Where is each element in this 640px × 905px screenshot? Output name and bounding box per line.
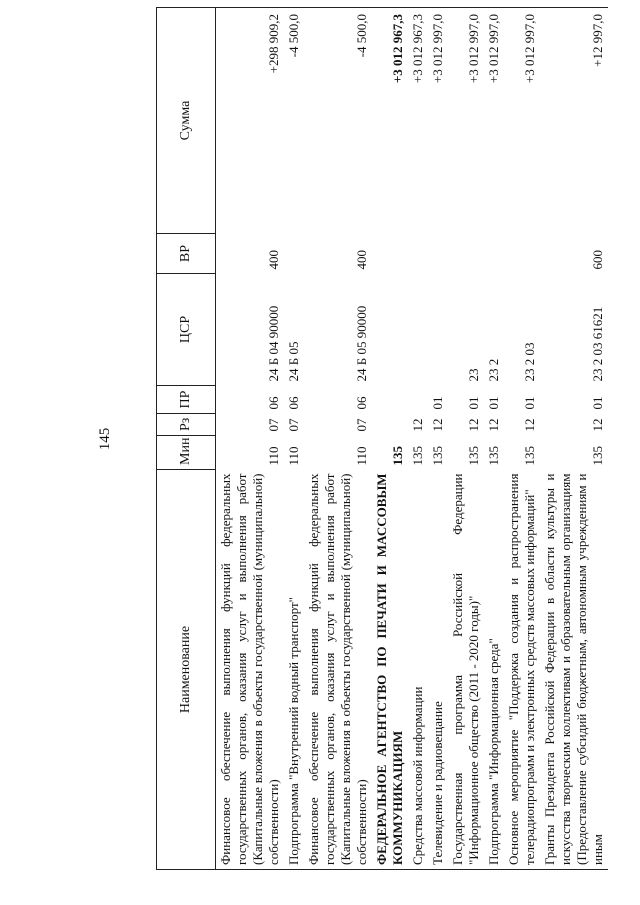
row-pr: 01 [486, 396, 501, 410]
row-sum: +3 012 967,3 [372, 8, 408, 234]
table-row [304, 8, 372, 870]
row-csr: 23 2 03 [522, 342, 537, 382]
table-row [428, 8, 448, 870]
row-sum: +3 012 997,0 [448, 8, 484, 234]
row-rz: 12 [410, 418, 425, 432]
row-sum: +3 012 997,0 [504, 8, 540, 234]
row-pr: 06 [354, 396, 369, 410]
row-name: Основное мероприятие "Поддержка создания и распространения телерадиопрограмм и электронных средств массовых информаций" [504, 470, 540, 870]
row-sum: +12 997,0 [540, 8, 608, 234]
table-row [448, 8, 484, 870]
row-sum: +3 012 967,3 [408, 8, 428, 234]
row-rz: 12 [590, 418, 605, 432]
row-rz: 07 [266, 418, 281, 432]
row-min: 135 [430, 446, 445, 466]
table-row [484, 8, 504, 870]
row-vr [284, 234, 304, 274]
budget-table [156, 7, 608, 870]
row-sum: -4 500,0 [304, 8, 372, 234]
row-min: 135 [590, 446, 605, 466]
table-row [504, 8, 540, 870]
column-header-rz: Рз [157, 414, 216, 436]
column-header-sum: Сумма [157, 8, 216, 234]
row-min: 110 [286, 446, 301, 466]
row-min: 135 [522, 446, 537, 466]
row-rz: 12 [430, 418, 445, 432]
row-csr [428, 274, 448, 386]
row-vr [484, 234, 504, 274]
row-pr: 01 [466, 396, 481, 410]
row-pr: 06 [286, 396, 301, 410]
row-rz: 07 [354, 418, 369, 432]
row-rz: 07 [286, 418, 301, 432]
row-name: Финансовое обеспечение выполнения функций федеральных государственных органов, оказания услуг и выполнения работ (Капитальные вложения в объекты государственной (муниципальной) собственности) [304, 470, 372, 870]
row-csr [372, 274, 408, 386]
document-page [90, 8, 620, 870]
row-name: Государственная программа Российской Федерации "Информационное общество (2011 - 2020 годы)" [448, 470, 484, 870]
row-csr: 23 2 03 61621 [590, 306, 605, 382]
row-sum: +3 012 997,0 [428, 8, 448, 234]
row-min: 110 [266, 446, 281, 466]
row-pr: 06 [266, 396, 281, 410]
row-name: Финансовое обеспечение выполнения функций федеральных государственных органов, оказания услуг и выполнения работ (Капитальные вложения в объекты государственной (муниципальной) собственности) [216, 470, 285, 870]
page-number: 145 [97, 427, 113, 451]
row-rz: 12 [486, 418, 501, 432]
row-name: ФЕДЕРАЛЬНОЕ АГЕНТСТВО ПО ПЕЧАТИ И МАССОВЫМ КОММУНИКАЦИЯМ [372, 470, 408, 870]
row-csr: 24 Б 05 90000 [354, 305, 369, 382]
row-min: 135 [466, 446, 481, 466]
column-header-vr: ВР [157, 234, 216, 274]
column-header-csr: ЦСР [157, 274, 216, 386]
row-name: Подпрограмма "Внутренний водный транспорт" [284, 470, 304, 870]
row-min: 135 [410, 446, 425, 466]
row-rz [372, 414, 408, 436]
row-sum: -4 500,0 [284, 8, 304, 234]
row-pr [372, 386, 408, 414]
column-header-name: Наименование [157, 470, 216, 870]
table-header-row [157, 8, 216, 870]
column-header-pr: ПР [157, 386, 216, 414]
table-row [284, 8, 304, 870]
row-vr: 400 [266, 250, 281, 270]
row-vr: 400 [354, 250, 369, 270]
table-row [408, 8, 428, 870]
row-sum: +3 012 997,0 [484, 8, 504, 234]
row-vr [408, 234, 428, 274]
row-pr: 01 [522, 396, 537, 410]
row-min: 110 [354, 446, 369, 466]
row-csr [408, 274, 428, 386]
row-rz: 12 [522, 418, 537, 432]
row-pr [408, 386, 428, 414]
row-name: Подпрограмма "Информационная среда" [484, 470, 504, 870]
row-name: Гранты Президента Российской Федерации в области культуры и искусства творческим коллективам и образовательным организациям (Предоставление субсидий бюджетным, автономным учреждениям и иным [540, 470, 608, 870]
row-name: Средства массовой информации [408, 470, 428, 870]
table-row-agency [372, 8, 408, 870]
row-vr [372, 234, 408, 274]
table-row [540, 8, 608, 870]
column-header-min: Мин [157, 436, 216, 470]
row-vr: 600 [590, 250, 605, 270]
row-min: 135 [390, 446, 405, 466]
row-sum: +298 909,2 [216, 8, 285, 234]
row-csr: 23 2 [486, 358, 501, 382]
table-row [216, 8, 285, 870]
row-csr: 23 [466, 368, 481, 382]
row-csr: 24 Б 05 [286, 341, 301, 382]
row-rz: 12 [466, 418, 481, 432]
row-vr [448, 234, 484, 274]
row-min: 135 [486, 446, 501, 466]
row-pr: 01 [590, 396, 605, 410]
row-vr [504, 234, 540, 274]
row-pr: 01 [430, 396, 445, 410]
row-name: Телевидение и радиовещание [428, 470, 448, 870]
row-vr [428, 234, 448, 274]
row-csr: 24 Б 04 90000 [266, 305, 281, 382]
